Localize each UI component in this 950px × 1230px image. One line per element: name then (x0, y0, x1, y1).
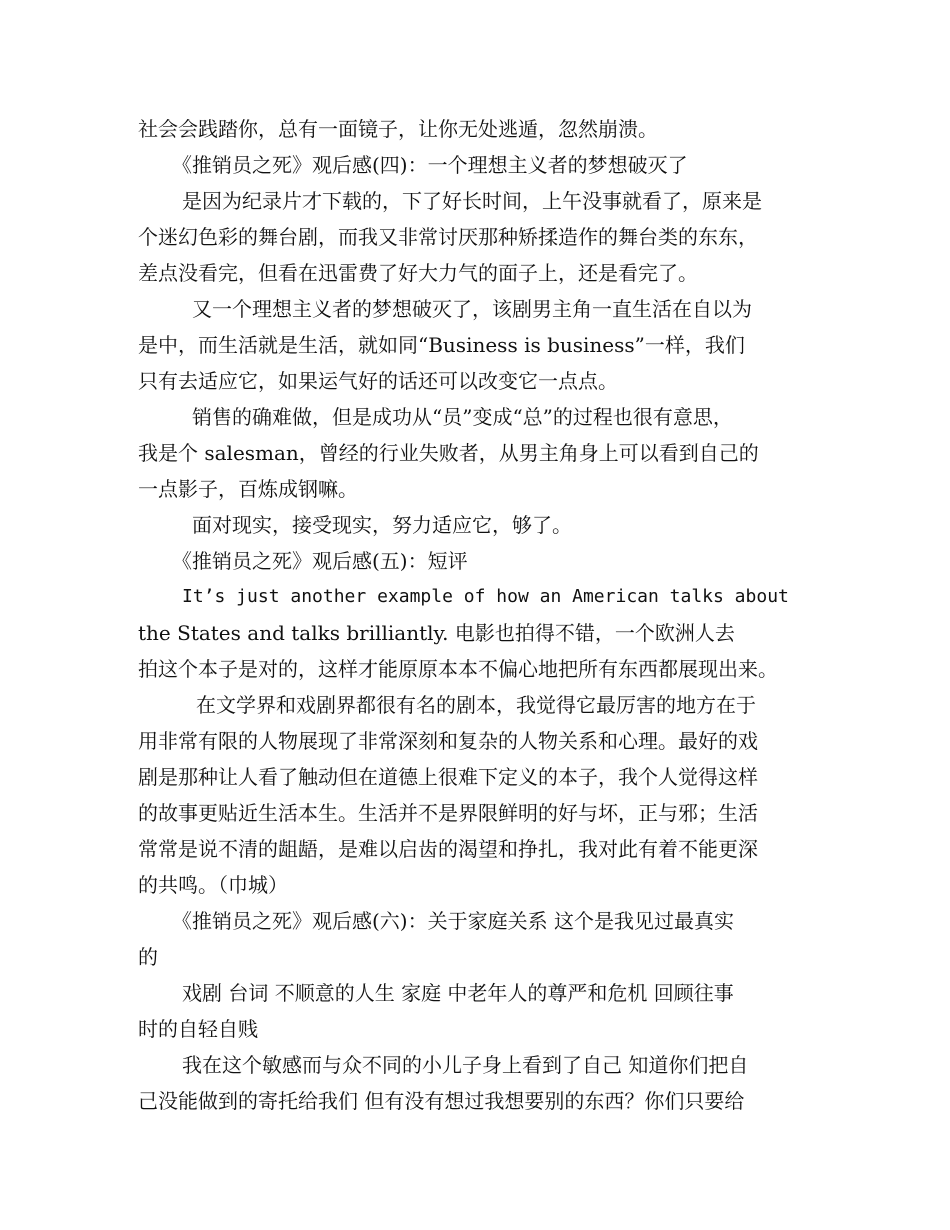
text-line: 面对现实，接受现实，努力适应它，够了。 (192, 513, 572, 537)
text-line: 常常是说不清的龃龉，是难以启齿的渴望和挣扎，我对此有着不能更深 (138, 837, 758, 861)
text-line: 又一个理想主义者的梦想破灭了，该剧男主角一直生活在自以为 (192, 297, 752, 321)
text-line: 的 (138, 945, 158, 969)
text-line: 只有去适应它，如果运气好的话还可以改变它一点点。 (138, 369, 618, 393)
text-line: 时的自轻自贱 (138, 1017, 258, 1041)
text-line: 的共鸣。（巾城） (138, 873, 288, 897)
text-line: the States and talks brilliantly. 电影也拍得不错，一个欧洲人去 (138, 621, 735, 645)
text-line: 我是个 salesman，曾经的行业失败者，从男主角身上可以看到自己的 (138, 441, 759, 465)
text-line: 个迷幻色彩的舞台剧，而我又非常讨厌那种矫揉造作的舞台类的东东， (138, 225, 758, 249)
text-line: 拍这个本子是对的，这样才能原原本本不偏心地把所有东西都展现出来。 (138, 657, 778, 681)
text-line: 一点影子，百炼成钢嘛。 (138, 477, 358, 501)
section-heading: 《推销员之死》观后感(五)：短评 (172, 549, 468, 573)
section-heading: 《推销员之死》观后感(六)：关于家庭关系 这个是我见过最真实 (172, 909, 734, 933)
text-line: 剧是那种让人看了触动但在道德上很难下定义的本子，我个人觉得这样 (138, 765, 758, 789)
text-line: 社会会践踏你，总有一面镜子，让你无处逃遁，忽然崩溃。 (138, 117, 658, 141)
text-line: 是中，而生活就是生活，就如同“Business is business”一样，我们 (138, 333, 745, 357)
text-line: 用非常有限的人物展现了非常深刻和复杂的人物关系和心理。最好的戏 (138, 729, 758, 753)
text-line: It’s just another example of how an American talks about (182, 586, 789, 607)
text-line: 在文学界和戏剧界都很有名的剧本，我觉得它最厉害的地方在于 (196, 693, 756, 717)
section-heading: 《推销员之死》观后感(四)：一个理想主义者的梦想破灭了 (172, 153, 688, 177)
text-line: 戏剧 台词 不顺意的人生 家庭 中老年人的尊严和危机 回顾往事 (182, 981, 734, 1005)
text-line: 的故事更贴近生活本生。生活并不是界限鲜明的好与坏，正与邪；生活 (138, 801, 758, 825)
text-line: 己没能做到的寄托给我们 但有没有想过我想要别的东西？你们只要给 (138, 1089, 745, 1113)
text-line: 销售的确难做，但是成功从“员”变成“总”的过程也很有意思， (192, 405, 733, 429)
text-line: 差点没看完，但看在迅雷费了好大力气的面子上，还是看完了。 (138, 261, 698, 285)
text-line: 是因为纪录片才下载的，下了好长时间，上午没事就看了，原来是 (182, 189, 762, 213)
text-line: 我在这个敏感而与众不同的小儿子身上看到了自己 知道你们把自 (182, 1053, 749, 1077)
